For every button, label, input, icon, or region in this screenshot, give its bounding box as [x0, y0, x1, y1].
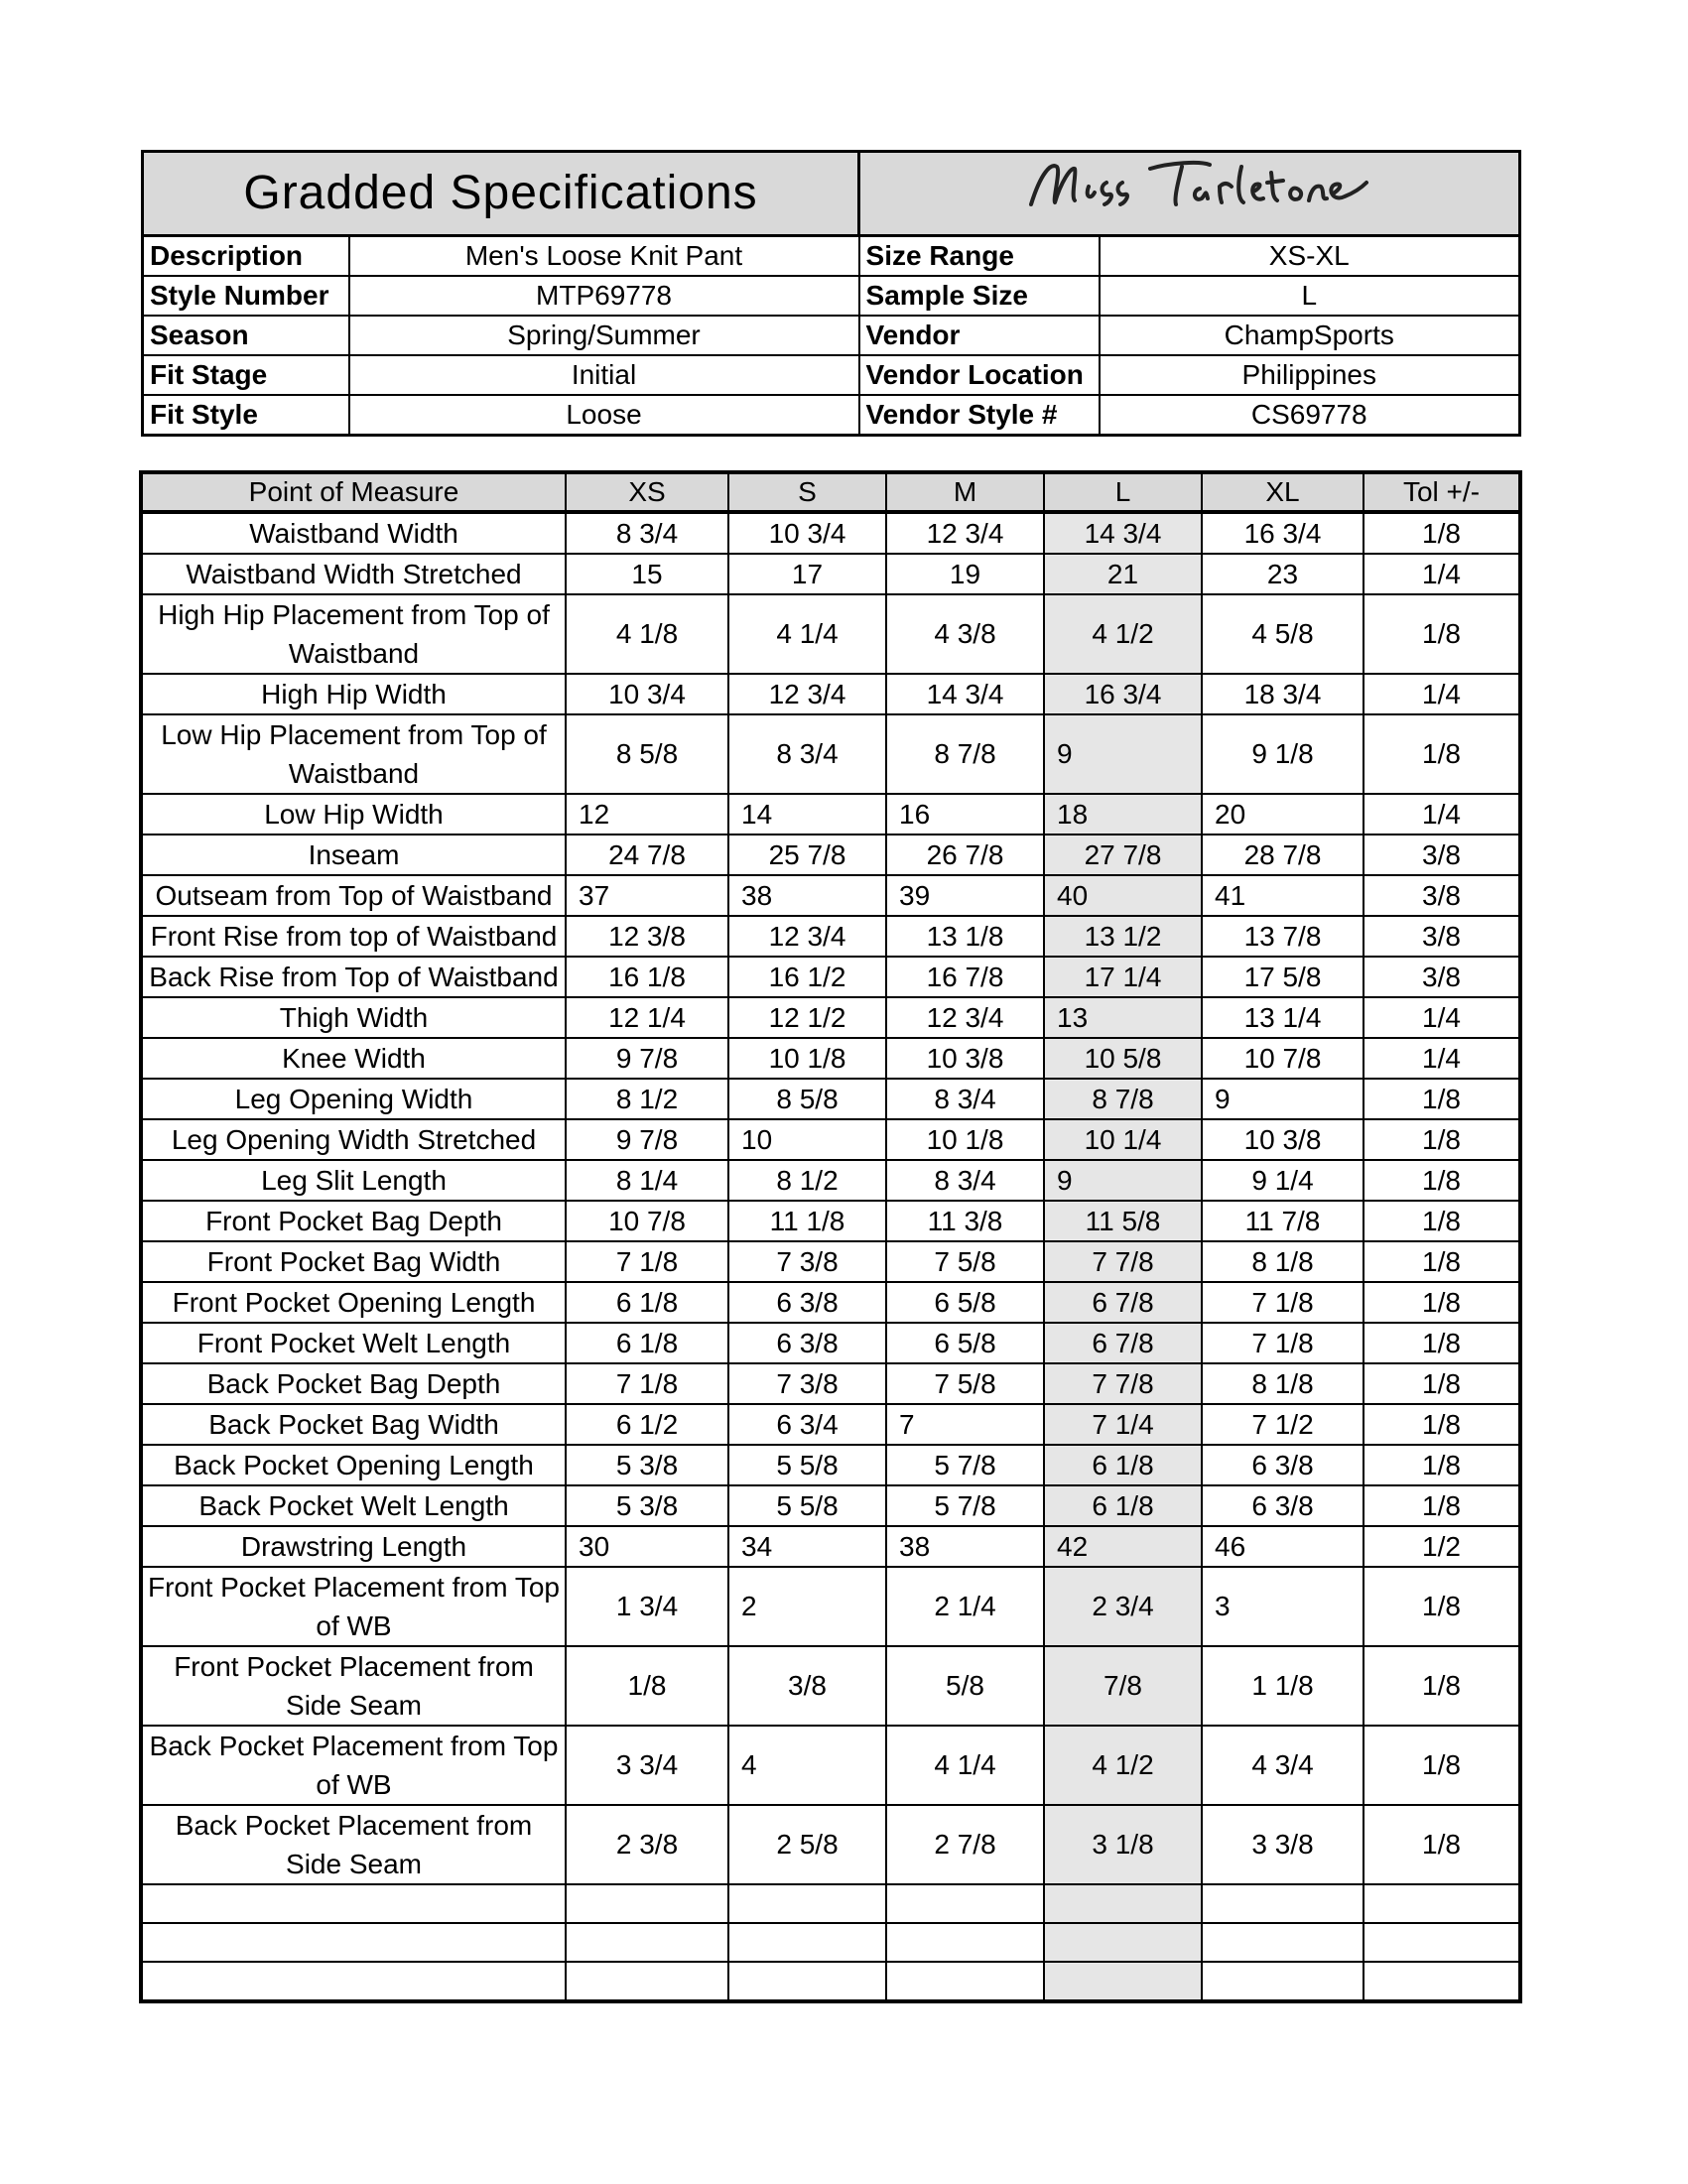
- measure-cell: 14 3/4: [886, 674, 1044, 714]
- measure-cell: 1/8: [1363, 1445, 1520, 1485]
- point-of-measure: Front Pocket Welt Length: [141, 1323, 566, 1363]
- point-of-measure: Back Rise from Top of Waistband: [141, 957, 566, 997]
- point-of-measure: High Hip Placement from Top of Waistband: [141, 594, 566, 674]
- measure-cell: 1 1/8: [1202, 1646, 1363, 1726]
- point-of-measure: Back Pocket Placement from Side Seam: [141, 1805, 566, 1884]
- measure-cell: 8 3/4: [728, 714, 886, 794]
- measure-cell: 4 1/2: [1044, 1726, 1202, 1805]
- measure-cell: 25 7/8: [728, 835, 886, 875]
- measure-cell: 6 3/8: [728, 1323, 886, 1363]
- empty-cell: [1044, 1884, 1202, 1923]
- measure-cell: 1/4: [1363, 794, 1520, 835]
- sample-size-label: Sample Size: [859, 276, 1100, 316]
- measure-cell: 10 3/8: [886, 1038, 1044, 1079]
- measure-cell: 28 7/8: [1202, 835, 1363, 875]
- measure-cell: 1/8: [1363, 1160, 1520, 1201]
- measure-cell: 16: [886, 794, 1044, 835]
- measure-cell: 34: [728, 1526, 886, 1567]
- measure-cell: 3/8: [1363, 916, 1520, 957]
- measure-cell: 2 3/4: [1044, 1567, 1202, 1646]
- measure-cell: 5 7/8: [886, 1485, 1044, 1526]
- table-row: [141, 1805, 1520, 1884]
- measure-cell: 8 7/8: [886, 714, 1044, 794]
- measure-cell: 7/8: [1044, 1646, 1202, 1726]
- vendor-label: Vendor: [859, 316, 1100, 355]
- empty-cell: [728, 1884, 886, 1923]
- measure-cell: 38: [886, 1526, 1044, 1567]
- empty-cell: [1363, 1923, 1520, 1962]
- measure-cell: 3/8: [1363, 957, 1520, 997]
- measure-cell: 39: [886, 875, 1044, 916]
- empty-cell: [1202, 1884, 1363, 1923]
- empty-cell: [1044, 1962, 1202, 2001]
- measure-cell: 4 3/8: [886, 594, 1044, 674]
- measure-cell: 1/8: [1363, 1201, 1520, 1241]
- measure-cell: 16 3/4: [1202, 512, 1363, 554]
- vendor-style-value: CS69778: [1100, 395, 1520, 436]
- table-row: [141, 1323, 1520, 1363]
- measure-cell: 5 3/8: [566, 1445, 728, 1485]
- measure-cell: 1/8: [1363, 1323, 1520, 1363]
- measure-cell: 7 1/8: [1202, 1282, 1363, 1323]
- blank-row: [141, 1884, 1520, 1923]
- table-row: [141, 1404, 1520, 1445]
- measure-cell: 13 1/4: [1202, 997, 1363, 1038]
- measure-cell: 6 7/8: [1044, 1282, 1202, 1323]
- empty-cell: [141, 1923, 566, 1962]
- page-title: Gradded Specifications: [143, 152, 859, 236]
- measure-cell: 7 1/8: [1202, 1323, 1363, 1363]
- point-of-measure: Low Hip Width: [141, 794, 566, 835]
- measure-cell: 1/8: [1363, 1805, 1520, 1884]
- measure-cell: 23: [1202, 554, 1363, 594]
- measure-cell: 18 3/4: [1202, 674, 1363, 714]
- measure-cell: 9: [1044, 714, 1202, 794]
- measure-cell: 5 7/8: [886, 1445, 1044, 1485]
- point-of-measure: Leg Slit Length: [141, 1160, 566, 1201]
- brand-logo: [859, 152, 1520, 236]
- empty-cell: [886, 1962, 1044, 2001]
- size-range-label: Size Range: [859, 236, 1100, 277]
- measure-cell: 1/4: [1363, 554, 1520, 594]
- measure-cell: 1/8: [1363, 1282, 1520, 1323]
- measure-cell: 4: [728, 1726, 886, 1805]
- measure-cell: 8 1/8: [1202, 1241, 1363, 1282]
- style-number-value: MTP69778: [349, 276, 859, 316]
- point-of-measure: Knee Width: [141, 1038, 566, 1079]
- measure-cell: 6 1/8: [1044, 1445, 1202, 1485]
- measure-cell: 2 7/8: [886, 1805, 1044, 1884]
- measure-cell: 10: [728, 1119, 886, 1160]
- spec-header: [141, 150, 1521, 437]
- empty-cell: [728, 1962, 886, 2001]
- measure-cell: 5/8: [886, 1646, 1044, 1726]
- measure-cell: 1/8: [1363, 1646, 1520, 1726]
- point-of-measure: Back Pocket Welt Length: [141, 1485, 566, 1526]
- vendor-value: ChampSports: [1100, 316, 1520, 355]
- measure-cell: 7 5/8: [886, 1241, 1044, 1282]
- measure-cell: 14: [728, 794, 886, 835]
- measure-cell: 6 5/8: [886, 1282, 1044, 1323]
- column-header: S: [728, 472, 886, 512]
- measure-cell: 11 5/8: [1044, 1201, 1202, 1241]
- measure-cell: 42: [1044, 1526, 1202, 1567]
- empty-cell: [1363, 1962, 1520, 2001]
- measure-cell: 1/8: [1363, 1726, 1520, 1805]
- measure-cell: 1/8: [1363, 714, 1520, 794]
- measure-cell: 6 1/2: [566, 1404, 728, 1445]
- measure-cell: 1/8: [1363, 1363, 1520, 1404]
- measure-cell: 6 1/8: [566, 1282, 728, 1323]
- measure-cell: 26 7/8: [886, 835, 1044, 875]
- column-header: L: [1044, 472, 1202, 512]
- measure-cell: 17 1/4: [1044, 957, 1202, 997]
- measure-cell: 12 3/4: [728, 674, 886, 714]
- table-row: [141, 1201, 1520, 1241]
- vendor-style-label: Vendor Style #: [859, 395, 1100, 436]
- measure-cell: 8 5/8: [566, 714, 728, 794]
- measure-cell: 4 5/8: [1202, 594, 1363, 674]
- measure-cell: 2 1/4: [886, 1567, 1044, 1646]
- table-row: [141, 1119, 1520, 1160]
- description-label: Description: [143, 236, 349, 277]
- column-header: Point of Measure: [141, 472, 566, 512]
- point-of-measure: Front Rise from top of Waistband: [141, 916, 566, 957]
- column-header: XS: [566, 472, 728, 512]
- column-header: Tol +/-: [1363, 472, 1520, 512]
- season-label: Season: [143, 316, 349, 355]
- measure-cell: 11 3/8: [886, 1201, 1044, 1241]
- measure-cell: 1/8: [1363, 1404, 1520, 1445]
- point-of-measure: Front Pocket Placement from Side Seam: [141, 1646, 566, 1726]
- table-row: [141, 1646, 1520, 1726]
- description-value: Men's Loose Knit Pant: [349, 236, 859, 277]
- point-of-measure: Back Pocket Placement from Top of WB: [141, 1726, 566, 1805]
- table-row: [141, 997, 1520, 1038]
- measure-cell: 8 1/2: [728, 1160, 886, 1201]
- measure-cell: 17 5/8: [1202, 957, 1363, 997]
- vendor-location-label: Vendor Location: [859, 355, 1100, 395]
- table-row: [141, 794, 1520, 835]
- measure-cell: 8 3/4: [566, 512, 728, 554]
- empty-cell: [141, 1962, 566, 2001]
- spec-table: [139, 470, 1522, 2003]
- fit-stage-value: Initial: [349, 355, 859, 395]
- measure-cell: 4 1/4: [728, 594, 886, 674]
- measure-cell: 12 1/2: [728, 997, 886, 1038]
- table-row: [141, 1079, 1520, 1119]
- measure-cell: 20: [1202, 794, 1363, 835]
- measure-cell: 4 1/8: [566, 594, 728, 674]
- point-of-measure: High Hip Width: [141, 674, 566, 714]
- measure-cell: 9: [1044, 1160, 1202, 1201]
- point-of-measure: Outseam from Top of Waistband: [141, 875, 566, 916]
- table-row: [141, 1726, 1520, 1805]
- measure-cell: 6 1/8: [566, 1323, 728, 1363]
- point-of-measure: Leg Opening Width: [141, 1079, 566, 1119]
- point-of-measure: Back Pocket Bag Depth: [141, 1363, 566, 1404]
- table-row: [141, 1526, 1520, 1567]
- measure-cell: 1/8: [1363, 1241, 1520, 1282]
- measure-cell: 10 3/4: [728, 512, 886, 554]
- measure-cell: 7 7/8: [1044, 1241, 1202, 1282]
- measure-cell: 7 1/8: [566, 1241, 728, 1282]
- measure-cell: 13 1/2: [1044, 916, 1202, 957]
- measure-cell: 1 3/4: [566, 1567, 728, 1646]
- table-row: [141, 1038, 1520, 1079]
- measure-cell: 16 7/8: [886, 957, 1044, 997]
- measure-cell: 7 1/8: [566, 1363, 728, 1404]
- table-row: [141, 875, 1520, 916]
- empty-cell: [141, 1884, 566, 1923]
- empty-cell: [1202, 1962, 1363, 2001]
- point-of-measure: Back Pocket Opening Length: [141, 1445, 566, 1485]
- sample-size-value: L: [1100, 276, 1520, 316]
- empty-cell: [1044, 1923, 1202, 1962]
- table-row: [141, 714, 1520, 794]
- measure-cell: 6 1/8: [1044, 1485, 1202, 1526]
- measure-cell: 1/4: [1363, 1038, 1520, 1079]
- measure-cell: 46: [1202, 1526, 1363, 1567]
- measure-cell: 1/4: [1363, 674, 1520, 714]
- measure-cell: 7 3/8: [728, 1241, 886, 1282]
- measure-cell: 13 1/8: [886, 916, 1044, 957]
- size-range-value: XS-XL: [1100, 236, 1520, 277]
- measure-cell: 10 3/8: [1202, 1119, 1363, 1160]
- measure-cell: 3/8: [1363, 875, 1520, 916]
- point-of-measure: Front Pocket Bag Depth: [141, 1201, 566, 1241]
- measure-cell: 24 7/8: [566, 835, 728, 875]
- measure-cell: 1/8: [1363, 1485, 1520, 1526]
- measure-cell: 10 1/4: [1044, 1119, 1202, 1160]
- point-of-measure: Back Pocket Bag Width: [141, 1404, 566, 1445]
- fit-stage-label: Fit Stage: [143, 355, 349, 395]
- table-row: [141, 1282, 1520, 1323]
- point-of-measure: Front Pocket Placement from Top of WB: [141, 1567, 566, 1646]
- measure-cell: 8 5/8: [728, 1079, 886, 1119]
- column-header: M: [886, 472, 1044, 512]
- empty-cell: [1363, 1884, 1520, 1923]
- measure-cell: 6 7/8: [1044, 1323, 1202, 1363]
- measure-cell: 30: [566, 1526, 728, 1567]
- measure-cell: 11 1/8: [728, 1201, 886, 1241]
- measure-cell: 8 3/4: [886, 1079, 1044, 1119]
- measure-cell: 12 3/4: [728, 916, 886, 957]
- measure-cell: 1/8: [1363, 594, 1520, 674]
- measure-cell: 8 1/8: [1202, 1363, 1363, 1404]
- measure-cell: 1/8: [1363, 1567, 1520, 1646]
- style-number-label: Style Number: [143, 276, 349, 316]
- measure-cell: 7 5/8: [886, 1363, 1044, 1404]
- measure-cell: 4 3/4: [1202, 1726, 1363, 1805]
- measure-cell: 6 3/4: [728, 1404, 886, 1445]
- table-row: [141, 674, 1520, 714]
- measure-cell: 16 1/8: [566, 957, 728, 997]
- measure-cell: 7 1/2: [1202, 1404, 1363, 1445]
- measure-cell: 14 3/4: [1044, 512, 1202, 554]
- measure-cell: 7 1/4: [1044, 1404, 1202, 1445]
- measure-cell: 17: [728, 554, 886, 594]
- measure-cell: 38: [728, 875, 886, 916]
- measure-cell: 19: [886, 554, 1044, 594]
- point-of-measure: Low Hip Placement from Top of Waistband: [141, 714, 566, 794]
- measure-cell: 40: [1044, 875, 1202, 916]
- table-row: [141, 594, 1520, 674]
- table-header-row: [141, 472, 1520, 512]
- measure-cell: 9 7/8: [566, 1119, 728, 1160]
- empty-cell: [566, 1962, 728, 2001]
- measure-cell: 13: [1044, 997, 1202, 1038]
- measure-cell: 2: [728, 1567, 886, 1646]
- measure-cell: 18: [1044, 794, 1202, 835]
- measure-cell: 10 7/8: [1202, 1038, 1363, 1079]
- measure-cell: 5 5/8: [728, 1485, 886, 1526]
- measure-cell: 1/8: [1363, 1079, 1520, 1119]
- table-row: [141, 916, 1520, 957]
- measure-cell: 8 3/4: [886, 1160, 1044, 1201]
- measure-cell: 1/8: [1363, 1119, 1520, 1160]
- table-row: [141, 1363, 1520, 1404]
- measure-cell: 8 1/2: [566, 1079, 728, 1119]
- measure-cell: 37: [566, 875, 728, 916]
- measure-cell: 7: [886, 1404, 1044, 1445]
- vendor-location-value: Philippines: [1100, 355, 1520, 395]
- measure-cell: 27 7/8: [1044, 835, 1202, 875]
- point-of-measure: Leg Opening Width Stretched: [141, 1119, 566, 1160]
- empty-cell: [566, 1884, 728, 1923]
- measure-cell: 4 1/4: [886, 1726, 1044, 1805]
- measure-cell: 2 3/8: [566, 1805, 728, 1884]
- measure-cell: 9 1/8: [1202, 714, 1363, 794]
- empty-cell: [728, 1923, 886, 1962]
- measure-cell: 3/8: [1363, 835, 1520, 875]
- blank-row: [141, 1962, 1520, 2001]
- table-row: [141, 957, 1520, 997]
- point-of-measure: Front Pocket Opening Length: [141, 1282, 566, 1323]
- measure-cell: 12 1/4: [566, 997, 728, 1038]
- measure-cell: 13 7/8: [1202, 916, 1363, 957]
- table-row: [141, 512, 1520, 554]
- blank-row: [141, 1923, 1520, 1962]
- season-value: Spring/Summer: [349, 316, 859, 355]
- table-row: [141, 1445, 1520, 1485]
- measure-cell: 3/8: [728, 1646, 886, 1726]
- measure-cell: 10 7/8: [566, 1201, 728, 1241]
- fit-style-value: Loose: [349, 395, 859, 436]
- measure-cell: 10 1/8: [728, 1038, 886, 1079]
- measure-cell: 1/2: [1363, 1526, 1520, 1567]
- measure-cell: 15: [566, 554, 728, 594]
- measure-cell: 2 5/8: [728, 1805, 886, 1884]
- empty-cell: [886, 1884, 1044, 1923]
- measure-cell: 6 3/8: [728, 1282, 886, 1323]
- point-of-measure: Waistband Width: [141, 512, 566, 554]
- measure-cell: 11 7/8: [1202, 1201, 1363, 1241]
- table-row: [141, 1160, 1520, 1201]
- measure-cell: 8 7/8: [1044, 1079, 1202, 1119]
- measure-cell: 12 3/4: [886, 997, 1044, 1038]
- measure-cell: 6 3/8: [1202, 1445, 1363, 1485]
- measure-cell: 6 5/8: [886, 1323, 1044, 1363]
- point-of-measure: Thigh Width: [141, 997, 566, 1038]
- measure-cell: 21: [1044, 554, 1202, 594]
- measure-cell: 5 5/8: [728, 1445, 886, 1485]
- measure-cell: 6 3/8: [1202, 1485, 1363, 1526]
- table-row: [141, 1567, 1520, 1646]
- point-of-measure: Waistband Width Stretched: [141, 554, 566, 594]
- empty-cell: [566, 1923, 728, 1962]
- empty-cell: [1202, 1923, 1363, 1962]
- measure-cell: 7 7/8: [1044, 1363, 1202, 1404]
- measure-cell: 16 1/2: [728, 957, 886, 997]
- empty-cell: [886, 1923, 1044, 1962]
- measure-cell: 9: [1202, 1079, 1363, 1119]
- fit-style-label: Fit Style: [143, 395, 349, 436]
- measure-cell: 1/8: [1363, 512, 1520, 554]
- measure-cell: 3 1/8: [1044, 1805, 1202, 1884]
- table-row: [141, 1485, 1520, 1526]
- table-row: [141, 835, 1520, 875]
- measure-cell: 9 1/4: [1202, 1160, 1363, 1201]
- column-header: XL: [1202, 472, 1363, 512]
- measure-cell: 3 3/4: [566, 1726, 728, 1805]
- measure-cell: 4 1/2: [1044, 594, 1202, 674]
- measure-cell: 12: [566, 794, 728, 835]
- measure-cell: 10 3/4: [566, 674, 728, 714]
- measure-cell: 3 3/8: [1202, 1805, 1363, 1884]
- table-row: [141, 554, 1520, 594]
- measure-cell: 1/4: [1363, 997, 1520, 1038]
- point-of-measure: Inseam: [141, 835, 566, 875]
- measure-cell: 12 3/4: [886, 512, 1044, 554]
- measure-cell: 1/8: [566, 1646, 728, 1726]
- brand-signature-icon: [1011, 153, 1368, 224]
- measure-cell: 3: [1202, 1567, 1363, 1646]
- point-of-measure: Front Pocket Bag Width: [141, 1241, 566, 1282]
- table-row: [141, 1241, 1520, 1282]
- measure-cell: 10 5/8: [1044, 1038, 1202, 1079]
- point-of-measure: Drawstring Length: [141, 1526, 566, 1567]
- measure-cell: 8 1/4: [566, 1160, 728, 1201]
- measure-cell: 5 3/8: [566, 1485, 728, 1526]
- measure-cell: 41: [1202, 875, 1363, 916]
- measure-cell: 7 3/8: [728, 1363, 886, 1404]
- measure-cell: 12 3/8: [566, 916, 728, 957]
- measure-cell: 10 1/8: [886, 1119, 1044, 1160]
- measure-cell: 16 3/4: [1044, 674, 1202, 714]
- measure-cell: 9 7/8: [566, 1038, 728, 1079]
